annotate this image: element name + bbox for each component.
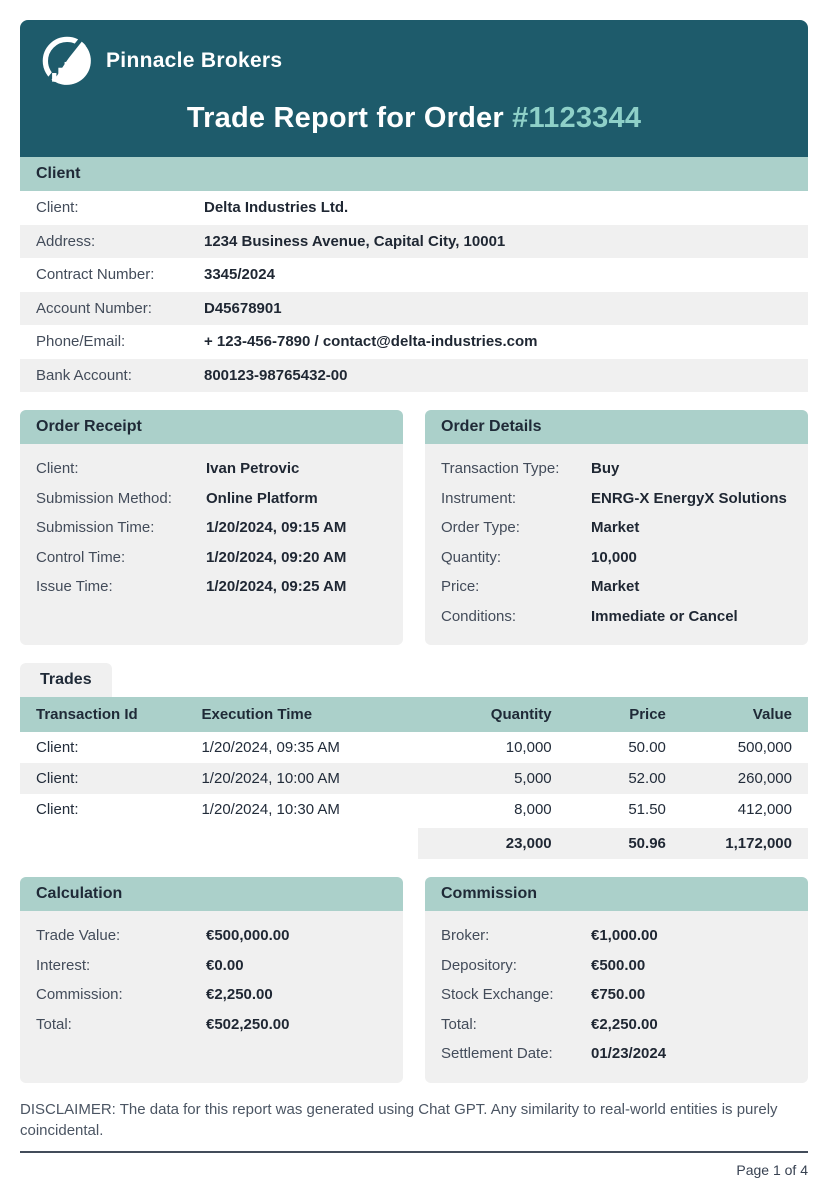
total-price: 50.96 <box>568 828 682 859</box>
card-row <box>441 602 792 632</box>
row-label: Price: <box>441 578 480 595</box>
row-label: Order Type: <box>441 519 520 536</box>
row-label: Commission: <box>36 986 123 1003</box>
row-value: 10,000 <box>591 548 637 566</box>
row-value: 01/23/2024 <box>591 1045 667 1062</box>
row-label: Total: <box>441 1015 477 1033</box>
trades-header-row <box>20 697 808 732</box>
calculation-card <box>20 877 403 1083</box>
commission-header: Commission <box>425 877 808 911</box>
row-value: + 123-456-7890 / contact@delta-industries.com <box>204 333 538 350</box>
row-label: Settlement Date: <box>441 1045 553 1062</box>
total-quantity: 23,000 <box>418 828 568 859</box>
row-value: €2,250.00 <box>591 1015 658 1033</box>
row-label: Contract Number: <box>36 266 155 283</box>
card-row <box>441 1039 792 1069</box>
card-row <box>441 1010 792 1040</box>
row-label: Control Time: <box>36 548 126 566</box>
cell-execution-time: 1/20/2024, 09:35 AM <box>201 739 340 756</box>
col-header-transaction-id: Transaction Id <box>20 697 185 732</box>
col-header-quantity: Quantity <box>418 697 568 732</box>
client-row <box>20 225 808 259</box>
client-row <box>20 292 808 326</box>
trades-section <box>20 663 808 859</box>
order-details-card <box>425 410 808 645</box>
row-label: Transaction Type: <box>441 460 560 477</box>
row-label: Client: <box>36 199 79 216</box>
client-row <box>20 325 808 359</box>
row-value: 1/20/2024, 09:20 AM <box>206 548 347 566</box>
card-row <box>36 484 387 514</box>
row-value: Ivan Petrovic <box>206 460 300 477</box>
col-header-price: Price <box>568 697 682 732</box>
card-row <box>441 484 792 514</box>
row-label: Total: <box>36 1015 72 1033</box>
card-row <box>441 543 792 573</box>
row-label: Bank Account: <box>36 366 132 384</box>
card-row <box>36 1010 387 1040</box>
report-title <box>42 102 786 135</box>
row-value: 1/20/2024, 09:15 AM <box>206 519 347 536</box>
card-row <box>36 454 387 484</box>
client-row <box>20 258 808 292</box>
card-row <box>441 513 792 543</box>
row-value: €1,000.00 <box>591 927 658 944</box>
card-row <box>36 543 387 573</box>
cell-transaction-id: Client: <box>20 763 185 794</box>
row-label: Account Number: <box>36 299 152 317</box>
card-row <box>441 980 792 1010</box>
cell-transaction-id: Client: <box>36 739 79 756</box>
order-receipt-header: Order Receipt <box>20 410 403 444</box>
cell-value: 260,000 <box>682 763 808 794</box>
total-value: 1,172,000 <box>682 828 808 859</box>
row-label: Broker: <box>441 927 490 944</box>
cell-price: 52.00 <box>568 763 682 794</box>
cell-value: 500,000 <box>737 739 792 756</box>
row-value: €750.00 <box>591 986 646 1003</box>
client-section <box>20 157 808 392</box>
order-details-header: Order Details <box>425 410 808 444</box>
row-value: D45678901 <box>204 299 282 317</box>
disclaimer-text: DISCLAIMER: The data for this report was generated using Chat GPT. Any similarity to real-world entities is purely coincidental. <box>20 1100 778 1140</box>
cell-quantity: 10,000 <box>505 739 552 756</box>
row-label: Quantity: <box>441 548 502 566</box>
row-label: Depository: <box>441 956 517 974</box>
row-label: Conditions: <box>441 607 517 625</box>
client-row <box>20 359 808 393</box>
trade-row <box>20 763 808 794</box>
card-row <box>36 513 387 543</box>
cell-price: 51.50 <box>628 801 666 818</box>
pinnacle-chart-logo-icon <box>42 36 92 86</box>
card-row <box>36 572 387 602</box>
card-row <box>441 921 792 951</box>
row-value: Online Platform <box>206 489 318 507</box>
card-row <box>441 572 792 602</box>
card-row <box>441 454 792 484</box>
row-label: Trade Value: <box>36 927 121 944</box>
row-label: Submission Time: <box>36 519 155 536</box>
row-value: Buy <box>591 460 620 477</box>
row-label: Issue Time: <box>36 578 113 595</box>
client-section-header: Client <box>20 157 808 191</box>
row-value: €500,000.00 <box>206 927 290 944</box>
row-value: Market <box>591 578 640 595</box>
commission-body <box>425 911 808 1083</box>
summary-cards-row <box>20 877 808 1083</box>
row-label: Submission Method: <box>36 489 172 507</box>
calculation-header: Calculation <box>20 877 403 911</box>
cell-execution-time: 1/20/2024, 10:00 AM <box>185 763 417 794</box>
row-label: Client: <box>36 460 79 477</box>
cell-transaction-id: Client: <box>36 801 79 818</box>
brand-row <box>42 36 786 86</box>
trade-row <box>20 732 808 763</box>
cell-value: 412,000 <box>737 801 792 818</box>
order-cards-row <box>20 410 808 645</box>
report-title-text: Trade Report for Order <box>186 102 513 134</box>
row-label: Address: <box>36 232 96 250</box>
row-value: €2,250.00 <box>206 986 273 1003</box>
trades-totals-row <box>20 828 808 859</box>
order-number: #1123344 <box>512 102 642 134</box>
page-number: Page 1 of 4 <box>736 1162 808 1178</box>
cell-execution-time: 1/20/2024, 10:30 AM <box>201 801 340 818</box>
commission-card <box>425 877 808 1083</box>
brand-name: Pinnacle Brokers <box>106 49 283 72</box>
row-value: 3345/2024 <box>204 266 275 283</box>
card-row <box>36 951 387 981</box>
card-row <box>441 951 792 981</box>
trades-tab: Trades <box>20 663 112 697</box>
cell-price: 50.00 <box>628 739 666 756</box>
row-value: Immediate or Cancel <box>591 607 738 625</box>
trade-row <box>20 794 808 825</box>
cell-quantity: 5,000 <box>418 763 568 794</box>
order-details-body <box>425 444 808 645</box>
row-value: Delta Industries Ltd. <box>204 199 349 216</box>
trades-table <box>20 697 808 859</box>
row-value: Market <box>591 519 640 536</box>
row-label: Stock Exchange: <box>441 986 554 1003</box>
row-value: €502,250.00 <box>206 1015 290 1033</box>
row-label: Interest: <box>36 956 91 974</box>
row-label: Phone/Email: <box>36 333 126 350</box>
row-value: €500.00 <box>591 956 646 974</box>
order-receipt-body <box>20 444 403 616</box>
row-label: Instrument: <box>441 489 517 507</box>
order-receipt-card <box>20 410 403 645</box>
card-row <box>36 980 387 1010</box>
row-value: 1/20/2024, 09:25 AM <box>206 578 347 595</box>
report-header <box>20 20 808 157</box>
col-header-execution-time: Execution Time <box>185 697 417 732</box>
row-value: €0.00 <box>206 956 244 974</box>
client-row <box>20 191 808 225</box>
cell-quantity: 8,000 <box>514 801 552 818</box>
row-value: 1234 Business Avenue, Capital City, 10001 <box>204 232 506 250</box>
card-row <box>36 921 387 951</box>
row-value: ENRG-X EnergyX Solutions <box>591 489 787 507</box>
col-header-value: Value <box>682 697 808 732</box>
row-value: 800123-98765432-00 <box>204 366 348 384</box>
calculation-body <box>20 911 403 1053</box>
